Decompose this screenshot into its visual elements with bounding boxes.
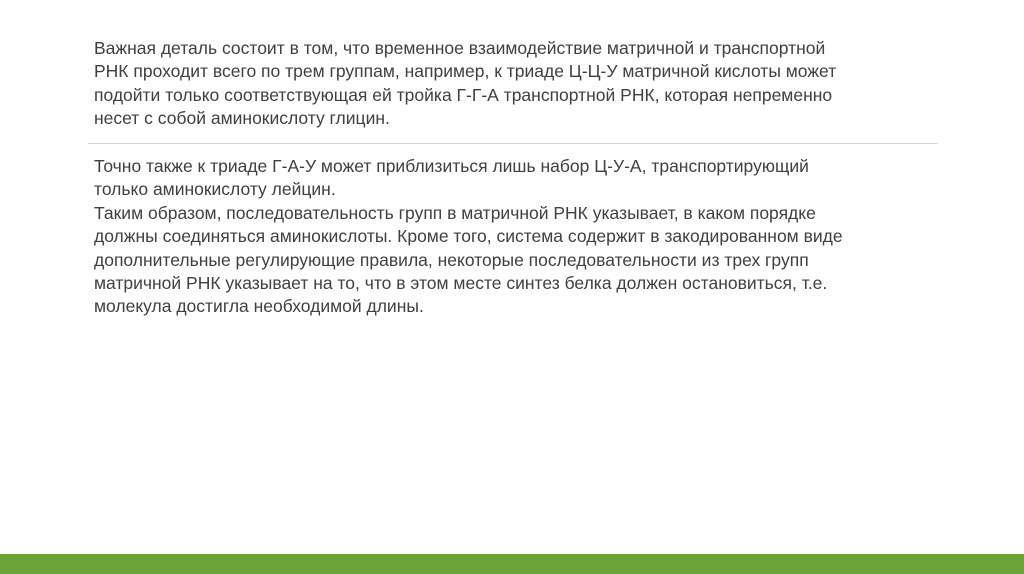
text-line: РНК проходит всего по трем группам, например, к триаде Ц-Ц-У матричной кислоты может — [94, 61, 837, 82]
section-divider — [88, 143, 938, 144]
text-line: дополнительные регулирующие правила, некоторые последовательности из трех групп — [94, 249, 809, 270]
text-line: Таким образом, последовательность групп в матричной РНК указывает, в каком порядке — [94, 202, 816, 223]
text-line: подойти только соответствующая ей тройка Г-Г-А транспортной РНК, которая непременно — [94, 84, 833, 105]
text-line: Важная деталь состоит в том, что временное взаимодействие матричной и транспортной — [94, 38, 826, 58]
text-line: Точно также к триаде Г-А-У может приблизиться лишь набор Ц-У-А, транспортирующий — [94, 156, 809, 176]
accent-band — [0, 554, 1024, 574]
text-line: молекула достигла необходимой длины. — [94, 296, 424, 317]
text-line: должны соединяться аминокислоты. Кроме того, система содержит в закодированном виде — [94, 226, 843, 247]
text-line: несет с собой аминокислоту глицин. — [94, 108, 390, 129]
text-line: только аминокислоту лейцин. — [94, 179, 336, 200]
paragraph-glycine — [94, 37, 954, 131]
paragraph-leucine — [94, 155, 954, 319]
text-line: матричной РНК указывает на то, что в этом месте синтез белка должен остановиться, т.е. — [94, 273, 828, 294]
